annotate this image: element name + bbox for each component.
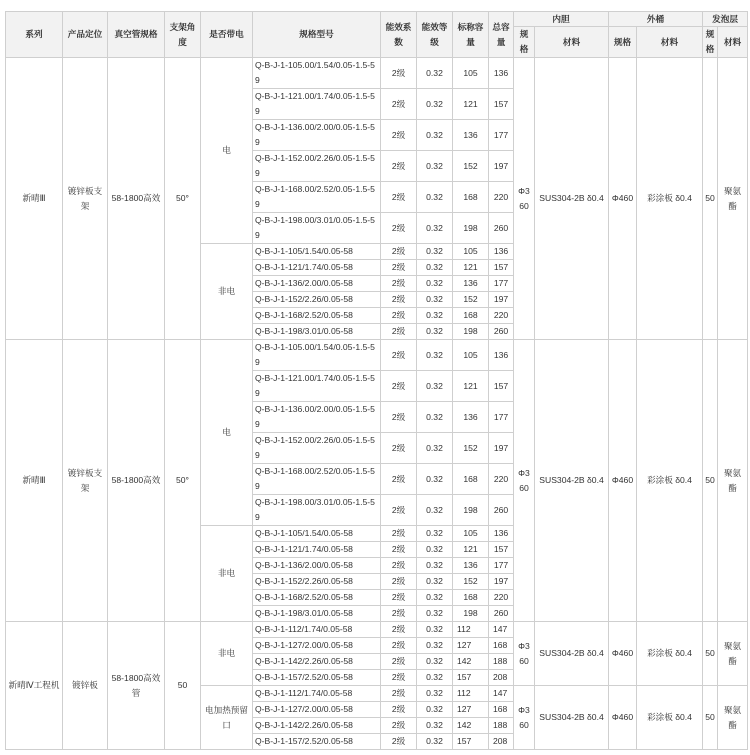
eff-coef-cell: 2级 bbox=[381, 464, 417, 495]
eff-coef-cell: 2级 bbox=[381, 686, 417, 702]
model-cell: Q-B-J-1-152/2.26/0.05-58 bbox=[253, 574, 381, 590]
eff-grade-cell: 0.32 bbox=[417, 340, 453, 371]
total-cap-cell: 147 bbox=[489, 686, 514, 702]
outer-spec-cell: Φ460 bbox=[609, 58, 637, 340]
eff-grade-cell: 0.32 bbox=[417, 182, 453, 213]
eff-coef-cell: 2级 bbox=[381, 182, 417, 213]
total-cap-cell: 157 bbox=[489, 260, 514, 276]
eff-coef-cell: 2级 bbox=[381, 260, 417, 276]
col-outer-material: 材料 bbox=[637, 27, 703, 58]
outer-material-cell: 彩涂板 δ0.4 bbox=[637, 58, 703, 340]
series-cell: 新晴Ⅳ工程机 bbox=[6, 622, 63, 750]
eff-grade-cell: 0.32 bbox=[417, 58, 453, 89]
col-electric: 是否带电 bbox=[201, 12, 253, 58]
model-cell: Q-B-J-1-152/2.26/0.05-58 bbox=[253, 292, 381, 308]
inner-material-cell: SUS304-2B δ0.4 bbox=[535, 686, 609, 750]
model-cell: Q-B-J-1-152.00/2.26/0.05-1.5-59 bbox=[253, 151, 381, 182]
inner-spec-cell: Φ360 bbox=[514, 622, 535, 686]
nominal-cap-cell: 105 bbox=[453, 244, 489, 260]
nominal-cap-cell: 152 bbox=[453, 151, 489, 182]
eff-grade-cell: 0.32 bbox=[417, 654, 453, 670]
model-cell: Q-B-J-1-127/2.00/0.05-58 bbox=[253, 638, 381, 654]
model-cell: Q-B-J-1-142/2.26/0.05-58 bbox=[253, 654, 381, 670]
eff-grade-cell: 0.32 bbox=[417, 574, 453, 590]
nominal-cap-cell: 157 bbox=[453, 670, 489, 686]
outer-spec-cell: Φ460 bbox=[609, 340, 637, 622]
nominal-cap-cell: 198 bbox=[453, 213, 489, 244]
nominal-cap-cell: 121 bbox=[453, 542, 489, 558]
nominal-cap-cell: 152 bbox=[453, 433, 489, 464]
outer-material-cell: 彩涂板 δ0.4 bbox=[637, 340, 703, 622]
col-positioning: 产品定位 bbox=[63, 12, 108, 58]
total-cap-cell: 260 bbox=[489, 606, 514, 622]
model-cell: Q-B-J-1-136/2.00/0.05-58 bbox=[253, 558, 381, 574]
eff-grade-cell: 0.32 bbox=[417, 292, 453, 308]
inner-spec-cell: Φ360 bbox=[514, 340, 535, 622]
nominal-cap-cell: 112 bbox=[453, 622, 489, 638]
total-cap-cell: 177 bbox=[489, 120, 514, 151]
nominal-cap-cell: 152 bbox=[453, 292, 489, 308]
nominal-cap-cell: 105 bbox=[453, 340, 489, 371]
nominal-cap-cell: 121 bbox=[453, 89, 489, 120]
total-cap-cell: 208 bbox=[489, 734, 514, 750]
model-cell: Q-B-J-1-168/2.52/0.05-58 bbox=[253, 308, 381, 324]
nominal-cap-cell: 142 bbox=[453, 654, 489, 670]
nominal-cap-cell: 105 bbox=[453, 58, 489, 89]
eff-grade-cell: 0.32 bbox=[417, 495, 453, 526]
tube-spec-cell: 58-1800高效 bbox=[108, 340, 165, 622]
eff-coef-cell: 2级 bbox=[381, 574, 417, 590]
model-cell: Q-B-J-1-168.00/2.52/0.05-1.5-59 bbox=[253, 182, 381, 213]
foam-spec-cell: 50 bbox=[703, 58, 718, 340]
total-cap-cell: 188 bbox=[489, 718, 514, 734]
model-cell: Q-B-J-1-105/1.54/0.05-58 bbox=[253, 526, 381, 542]
nominal-cap-cell: 152 bbox=[453, 574, 489, 590]
eff-coef-cell: 2级 bbox=[381, 120, 417, 151]
eff-coef-cell: 2级 bbox=[381, 371, 417, 402]
nominal-cap-cell: 121 bbox=[453, 260, 489, 276]
total-cap-cell: 168 bbox=[489, 702, 514, 718]
eff-coef-cell: 2级 bbox=[381, 89, 417, 120]
nominal-cap-cell: 121 bbox=[453, 371, 489, 402]
nominal-cap-cell: 168 bbox=[453, 308, 489, 324]
eff-grade-cell: 0.32 bbox=[417, 622, 453, 638]
col-group-inner: 内胆 bbox=[514, 12, 609, 27]
eff-coef-cell: 2级 bbox=[381, 324, 417, 340]
total-cap-cell: 220 bbox=[489, 308, 514, 324]
outer-material-cell: 彩涂板 δ0.4 bbox=[637, 622, 703, 686]
total-cap-cell: 177 bbox=[489, 402, 514, 433]
total-cap-cell: 157 bbox=[489, 89, 514, 120]
eff-grade-cell: 0.32 bbox=[417, 151, 453, 182]
total-cap-cell: 197 bbox=[489, 433, 514, 464]
eff-coef-cell: 2级 bbox=[381, 402, 417, 433]
col-model: 规格型号 bbox=[253, 12, 381, 58]
eff-coef-cell: 2级 bbox=[381, 558, 417, 574]
eff-coef-cell: 2级 bbox=[381, 244, 417, 260]
model-cell: Q-B-J-1-121/1.74/0.05-58 bbox=[253, 260, 381, 276]
col-tube-spec: 真空管规格 bbox=[108, 12, 165, 58]
foam-spec-cell: 50 bbox=[703, 686, 718, 750]
model-cell: Q-B-J-1-198.00/3.01/0.05-1.5-59 bbox=[253, 213, 381, 244]
foam-material-cell: 聚氨酯 bbox=[718, 340, 748, 622]
inner-spec-cell: Φ360 bbox=[514, 58, 535, 340]
eff-grade-cell: 0.32 bbox=[417, 702, 453, 718]
eff-grade-cell: 0.32 bbox=[417, 89, 453, 120]
eff-grade-cell: 0.32 bbox=[417, 638, 453, 654]
eff-coef-cell: 2级 bbox=[381, 308, 417, 324]
model-cell: Q-B-J-1-198/3.01/0.05-58 bbox=[253, 324, 381, 340]
table-body bbox=[6, 58, 748, 750]
eff-grade-cell: 0.32 bbox=[417, 558, 453, 574]
model-cell: Q-B-J-1-121/1.74/0.05-58 bbox=[253, 542, 381, 558]
model-cell: Q-B-J-1-198/3.01/0.05-58 bbox=[253, 606, 381, 622]
total-cap-cell: 197 bbox=[489, 574, 514, 590]
series-cell: 新晴Ⅲ bbox=[6, 58, 63, 340]
model-cell: Q-B-J-1-152.00/2.26/0.05-1.5-59 bbox=[253, 433, 381, 464]
total-cap-cell: 188 bbox=[489, 654, 514, 670]
model-cell: Q-B-J-1-136.00/2.00/0.05-1.5-59 bbox=[253, 402, 381, 433]
eff-coef-cell: 2级 bbox=[381, 433, 417, 464]
eff-coef-cell: 2级 bbox=[381, 702, 417, 718]
model-cell: Q-B-J-1-112/1.74/0.05-58 bbox=[253, 686, 381, 702]
nominal-cap-cell: 157 bbox=[453, 734, 489, 750]
stand-angle-cell: 50° bbox=[165, 340, 201, 622]
col-eff-grade: 能效等级 bbox=[417, 12, 453, 58]
eff-grade-cell: 0.32 bbox=[417, 324, 453, 340]
eff-grade-cell: 0.32 bbox=[417, 686, 453, 702]
foam-material-cell: 聚氨酯 bbox=[718, 58, 748, 340]
col-group-foam: 发泡层 bbox=[703, 12, 748, 27]
eff-grade-cell: 0.32 bbox=[417, 244, 453, 260]
eff-coef-cell: 2级 bbox=[381, 292, 417, 308]
model-cell: Q-B-J-1-136.00/2.00/0.05-1.5-59 bbox=[253, 120, 381, 151]
model-cell: Q-B-J-1-136/2.00/0.05-58 bbox=[253, 276, 381, 292]
model-cell: Q-B-J-1-121.00/1.74/0.05-1.5-59 bbox=[253, 89, 381, 120]
outer-spec-cell: Φ460 bbox=[609, 622, 637, 686]
nominal-cap-cell: 198 bbox=[453, 495, 489, 526]
total-cap-cell: 260 bbox=[489, 495, 514, 526]
eff-coef-cell: 2级 bbox=[381, 654, 417, 670]
electric-cell: 非电 bbox=[201, 526, 253, 622]
outer-material-cell: 彩涂板 δ0.4 bbox=[637, 686, 703, 750]
eff-coef-cell: 2级 bbox=[381, 638, 417, 654]
nominal-cap-cell: 168 bbox=[453, 590, 489, 606]
eff-coef-cell: 2级 bbox=[381, 495, 417, 526]
col-series: 系列 bbox=[6, 12, 63, 58]
eff-grade-cell: 0.32 bbox=[417, 590, 453, 606]
eff-grade-cell: 0.32 bbox=[417, 120, 453, 151]
nominal-cap-cell: 136 bbox=[453, 558, 489, 574]
total-cap-cell: 177 bbox=[489, 276, 514, 292]
total-cap-cell: 220 bbox=[489, 182, 514, 213]
electric-cell: 电加热预留口 bbox=[201, 686, 253, 750]
eff-grade-cell: 0.32 bbox=[417, 433, 453, 464]
model-cell: Q-B-J-1-168/2.52/0.05-58 bbox=[253, 590, 381, 606]
eff-grade-cell: 0.32 bbox=[417, 276, 453, 292]
nominal-cap-cell: 198 bbox=[453, 324, 489, 340]
eff-coef-cell: 2级 bbox=[381, 340, 417, 371]
total-cap-cell: 220 bbox=[489, 590, 514, 606]
eff-coef-cell: 2级 bbox=[381, 526, 417, 542]
col-outer-spec: 规格 bbox=[609, 27, 637, 58]
electric-cell: 电 bbox=[201, 58, 253, 244]
stand-angle-cell: 50 bbox=[165, 622, 201, 750]
nominal-cap-cell: 136 bbox=[453, 276, 489, 292]
eff-grade-cell: 0.32 bbox=[417, 213, 453, 244]
model-cell: Q-B-J-1-157/2.52/0.05-58 bbox=[253, 670, 381, 686]
total-cap-cell: 147 bbox=[489, 622, 514, 638]
eff-coef-cell: 2级 bbox=[381, 718, 417, 734]
total-cap-cell: 136 bbox=[489, 526, 514, 542]
model-cell: Q-B-J-1-127/2.00/0.05-58 bbox=[253, 702, 381, 718]
nominal-cap-cell: 112 bbox=[453, 686, 489, 702]
model-cell: Q-B-J-1-105/1.54/0.05-58 bbox=[253, 244, 381, 260]
eff-grade-cell: 0.32 bbox=[417, 308, 453, 324]
col-stand-angle: 支架角度 bbox=[165, 12, 201, 58]
outer-spec-cell: Φ460 bbox=[609, 686, 637, 750]
eff-coef-cell: 2级 bbox=[381, 590, 417, 606]
eff-coef-cell: 2级 bbox=[381, 213, 417, 244]
table-row bbox=[6, 622, 748, 638]
table-row bbox=[6, 58, 748, 89]
foam-material-cell: 聚氨酯 bbox=[718, 686, 748, 750]
total-cap-cell: 177 bbox=[489, 558, 514, 574]
eff-grade-cell: 0.32 bbox=[417, 542, 453, 558]
nominal-cap-cell: 136 bbox=[453, 402, 489, 433]
tube-spec-cell: 58-1800高效管 bbox=[108, 622, 165, 750]
eff-coef-cell: 2级 bbox=[381, 542, 417, 558]
total-cap-cell: 157 bbox=[489, 371, 514, 402]
positioning-cell: 镀锌板支架 bbox=[63, 340, 108, 622]
positioning-cell: 镀锌板支架 bbox=[63, 58, 108, 340]
col-inner-material: 材料 bbox=[535, 27, 609, 58]
eff-coef-cell: 2级 bbox=[381, 622, 417, 638]
table-header bbox=[6, 12, 748, 58]
eff-grade-cell: 0.32 bbox=[417, 718, 453, 734]
eff-grade-cell: 0.32 bbox=[417, 260, 453, 276]
electric-cell: 非电 bbox=[201, 622, 253, 686]
model-cell: Q-B-J-1-142/2.26/0.05-58 bbox=[253, 718, 381, 734]
col-total-cap: 总容量 bbox=[489, 12, 514, 58]
model-cell: Q-B-J-1-121.00/1.74/0.05-1.5-59 bbox=[253, 371, 381, 402]
total-cap-cell: 260 bbox=[489, 324, 514, 340]
model-cell: Q-B-J-1-105.00/1.54/0.05-1.5-59 bbox=[253, 58, 381, 89]
foam-material-cell: 聚氨酯 bbox=[718, 622, 748, 686]
total-cap-cell: 168 bbox=[489, 638, 514, 654]
inner-material-cell: SUS304-2B δ0.4 bbox=[535, 58, 609, 340]
nominal-cap-cell: 168 bbox=[453, 464, 489, 495]
spec-table bbox=[5, 11, 748, 750]
nominal-cap-cell: 127 bbox=[453, 638, 489, 654]
nominal-cap-cell: 105 bbox=[453, 526, 489, 542]
eff-coef-cell: 2级 bbox=[381, 606, 417, 622]
total-cap-cell: 136 bbox=[489, 58, 514, 89]
total-cap-cell: 208 bbox=[489, 670, 514, 686]
total-cap-cell: 157 bbox=[489, 542, 514, 558]
eff-grade-cell: 0.32 bbox=[417, 371, 453, 402]
inner-material-cell: SUS304-2B δ0.4 bbox=[535, 340, 609, 622]
nominal-cap-cell: 168 bbox=[453, 182, 489, 213]
total-cap-cell: 197 bbox=[489, 151, 514, 182]
col-eff-coef: 能效系数 bbox=[381, 12, 417, 58]
eff-coef-cell: 2级 bbox=[381, 58, 417, 89]
electric-cell: 电 bbox=[201, 340, 253, 526]
nominal-cap-cell: 142 bbox=[453, 718, 489, 734]
positioning-cell: 镀锌板 bbox=[63, 622, 108, 750]
eff-grade-cell: 0.32 bbox=[417, 670, 453, 686]
stand-angle-cell: 50° bbox=[165, 58, 201, 340]
model-cell: Q-B-J-1-157/2.52/0.05-58 bbox=[253, 734, 381, 750]
tube-spec-cell: 58-1800高效 bbox=[108, 58, 165, 340]
col-foam-spec: 规格 bbox=[703, 27, 718, 58]
col-inner-spec: 规格 bbox=[514, 27, 535, 58]
eff-coef-cell: 2级 bbox=[381, 151, 417, 182]
eff-coef-cell: 2级 bbox=[381, 734, 417, 750]
model-cell: Q-B-J-1-168.00/2.52/0.05-1.5-59 bbox=[253, 464, 381, 495]
model-cell: Q-B-J-1-198.00/3.01/0.05-1.5-59 bbox=[253, 495, 381, 526]
total-cap-cell: 136 bbox=[489, 244, 514, 260]
eff-grade-cell: 0.32 bbox=[417, 606, 453, 622]
model-cell: Q-B-J-1-105.00/1.54/0.05-1.5-59 bbox=[253, 340, 381, 371]
col-group-outer: 外桶 bbox=[609, 12, 703, 27]
eff-coef-cell: 2级 bbox=[381, 670, 417, 686]
total-cap-cell: 136 bbox=[489, 340, 514, 371]
nominal-cap-cell: 198 bbox=[453, 606, 489, 622]
nominal-cap-cell: 136 bbox=[453, 120, 489, 151]
eff-grade-cell: 0.32 bbox=[417, 402, 453, 433]
total-cap-cell: 220 bbox=[489, 464, 514, 495]
eff-grade-cell: 0.32 bbox=[417, 526, 453, 542]
eff-coef-cell: 2级 bbox=[381, 276, 417, 292]
col-foam-material: 材料 bbox=[718, 27, 748, 58]
eff-grade-cell: 0.32 bbox=[417, 734, 453, 750]
series-cell: 新晴Ⅲ bbox=[6, 340, 63, 622]
model-cell: Q-B-J-1-112/1.74/0.05-58 bbox=[253, 622, 381, 638]
foam-spec-cell: 50 bbox=[703, 622, 718, 686]
electric-cell: 非电 bbox=[201, 244, 253, 340]
total-cap-cell: 197 bbox=[489, 292, 514, 308]
total-cap-cell: 260 bbox=[489, 213, 514, 244]
col-nominal-cap: 标称容量 bbox=[453, 12, 489, 58]
table-row bbox=[6, 340, 748, 371]
nominal-cap-cell: 127 bbox=[453, 702, 489, 718]
inner-spec-cell: Φ360 bbox=[514, 686, 535, 750]
inner-material-cell: SUS304-2B δ0.4 bbox=[535, 622, 609, 686]
foam-spec-cell: 50 bbox=[703, 340, 718, 622]
eff-grade-cell: 0.32 bbox=[417, 464, 453, 495]
